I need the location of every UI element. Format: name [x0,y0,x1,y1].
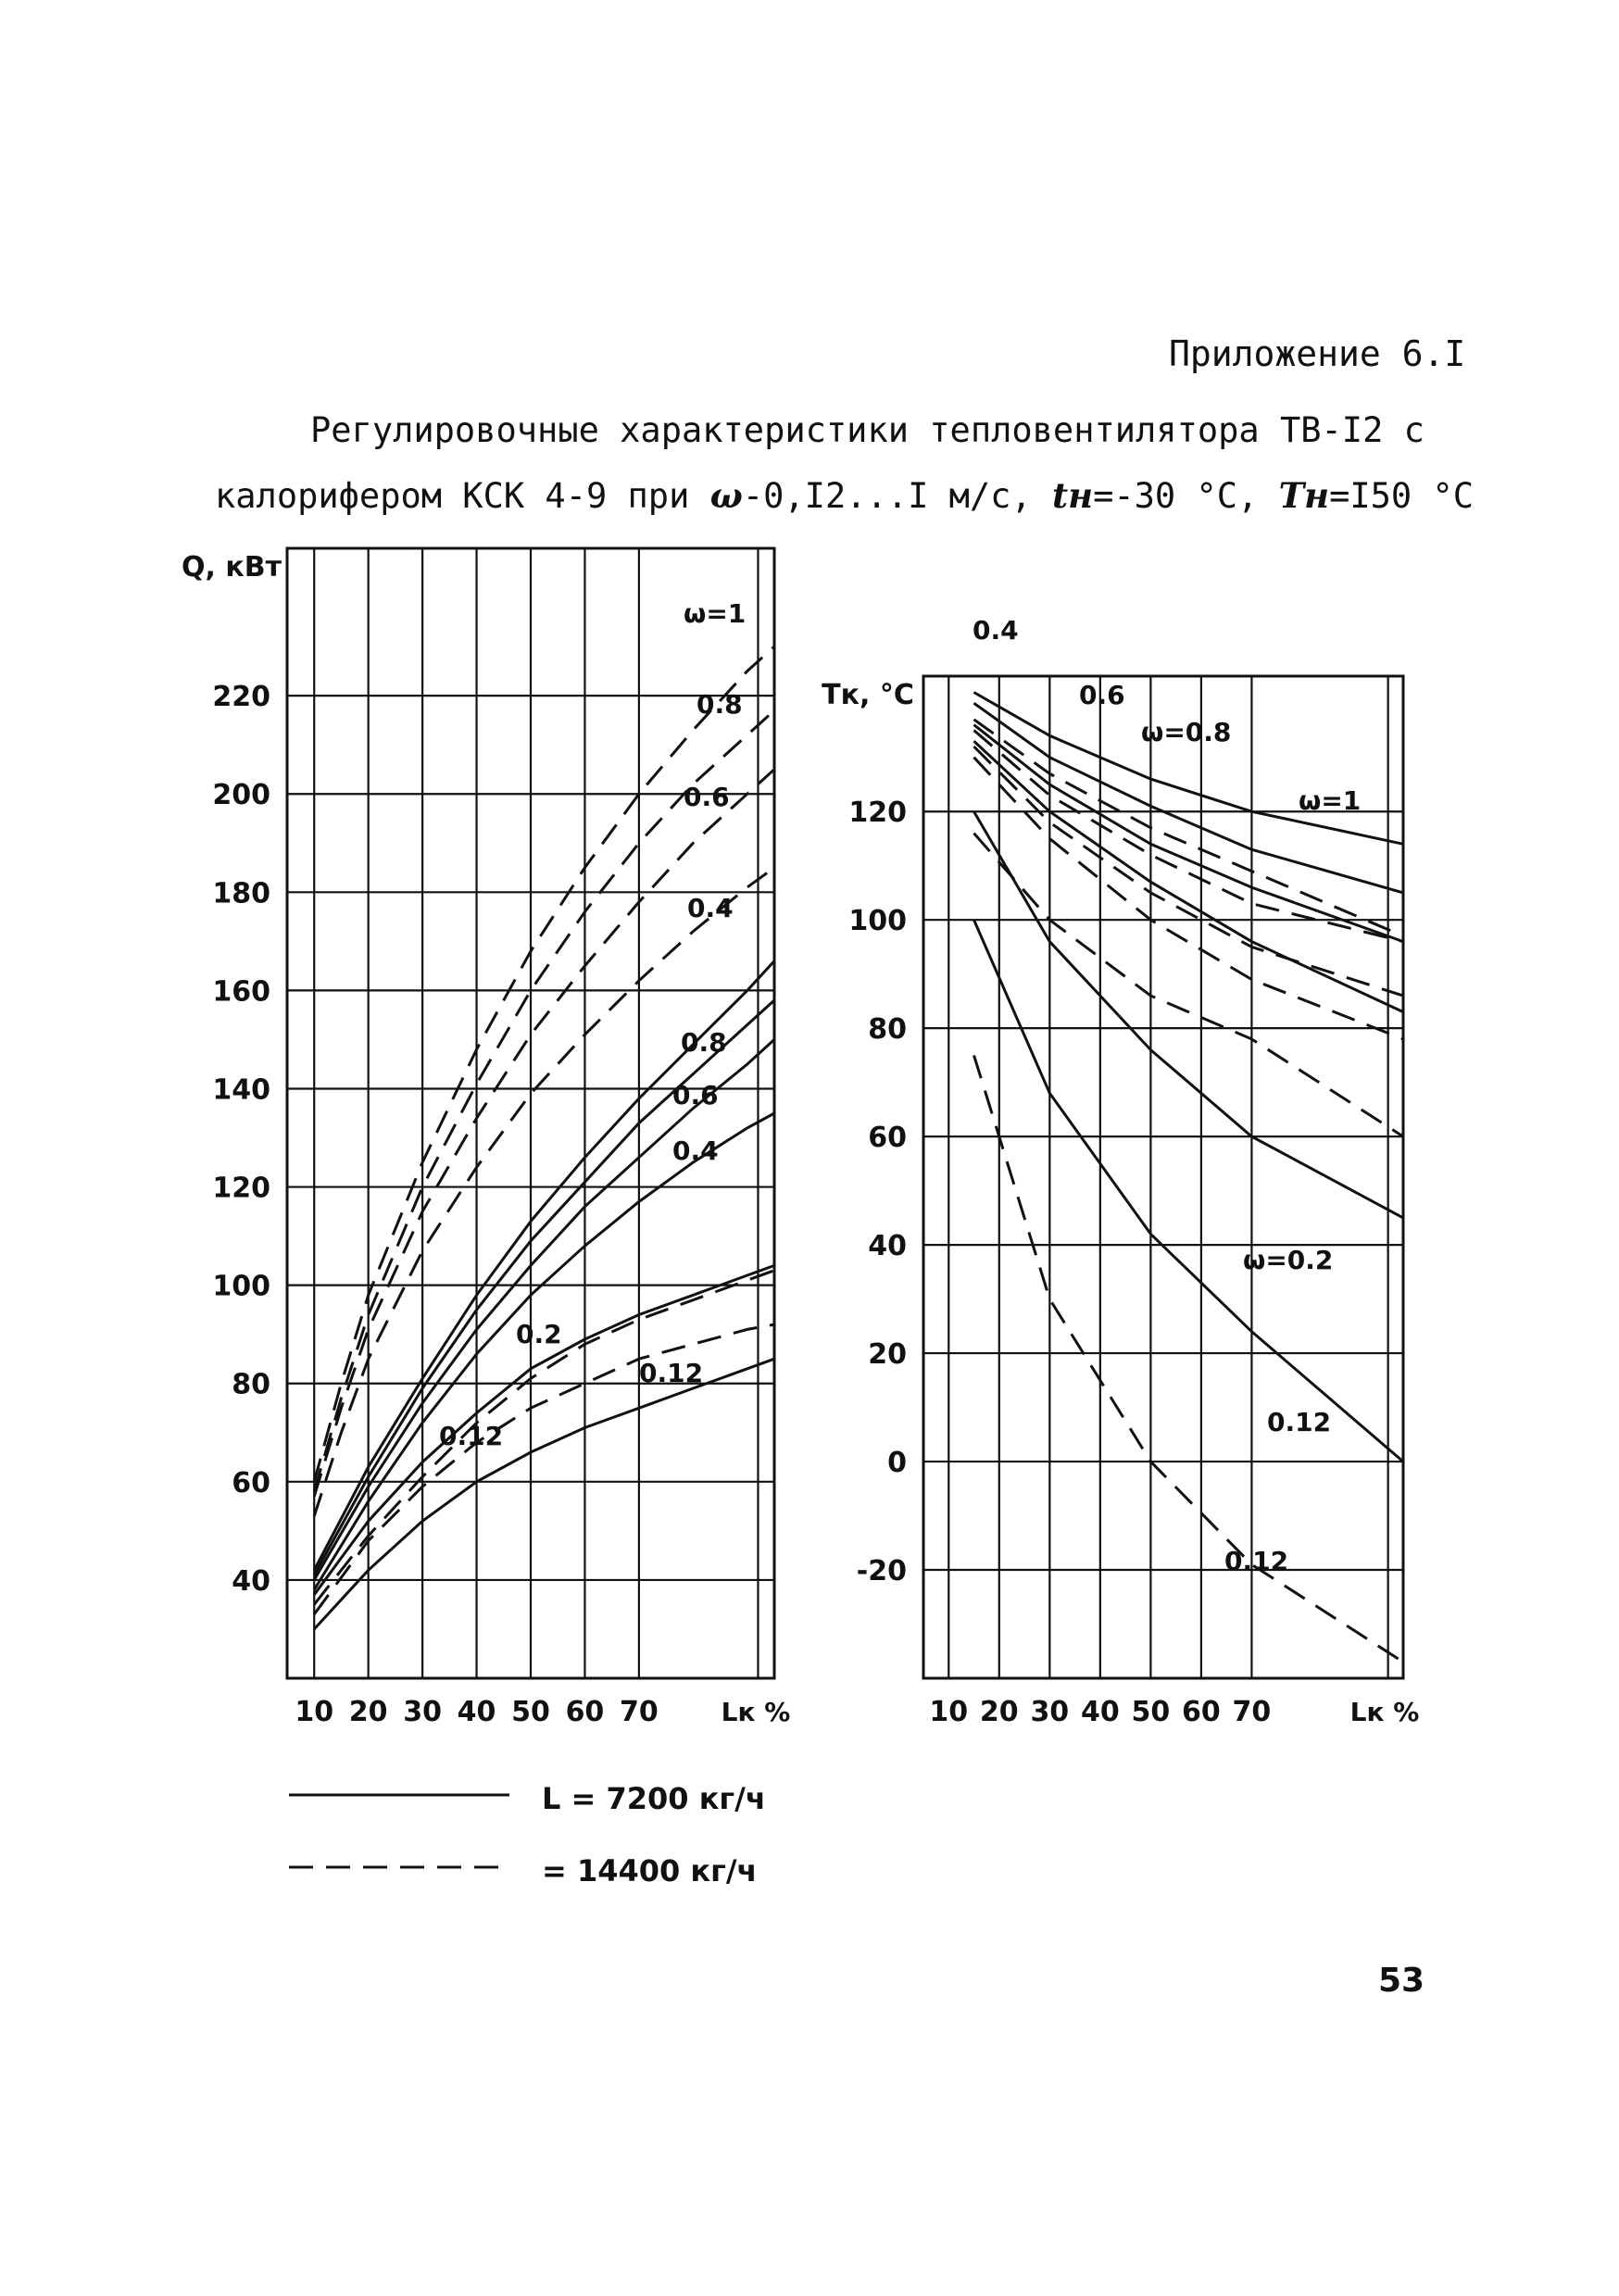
right-y-axis-label: Tк, °С [822,679,914,711]
right-x-axis-label: Lк % [1349,1697,1420,1727]
title-omega: ω [709,475,743,516]
left-series-label: 0.12 [639,1358,704,1388]
left-chart-heat-output [182,548,790,1728]
right-x-tick-label: 30 [1030,1696,1070,1728]
left-series-label: 0.4 [687,893,734,923]
left-y-tick-label: 180 [212,877,270,910]
left-x-tick-label: 70 [620,1696,659,1728]
right-series-label: ω=0.8 [1141,717,1232,747]
right-series-line [974,834,1404,1137]
right-series-label: 0.12 [1267,1407,1332,1437]
left-y-tick-label: 160 [212,975,270,1009]
right-series-label: ω=1 [1299,785,1362,816]
left-series-line [314,1039,774,1580]
title-text-c: =-30 °С, [1093,476,1279,516]
right-plot-frame [923,676,1403,1678]
right-series-line [974,920,1404,1462]
left-series-label: 0.6 [684,782,730,812]
left-series-line [314,1359,774,1629]
right-series-label: 0.6 [1079,680,1125,710]
title-text-d: =I50 °С [1329,476,1475,516]
left-y-tick-label: 120 [212,1172,270,1205]
right-y-tick-label: 0 [887,1447,907,1480]
right-y-tick-label: 120 [848,797,907,830]
left-x-tick-label: 20 [348,1696,388,1728]
right-y-tick-label: 20 [868,1338,907,1372]
left-series-label: 0.6 [672,1080,719,1110]
right-chart-air-temperature [822,615,1419,1728]
right-y-tick-label: 100 [848,905,907,938]
right-y-tick-label: 40 [868,1230,907,1263]
left-y-tick-label: 100 [212,1270,270,1303]
left-y-tick-label: 40 [232,1564,270,1598]
left-x-tick-label: 40 [457,1696,496,1728]
left-series-label: 0.4 [672,1135,719,1166]
left-series-label: 0.8 [681,1027,727,1058]
right-y-tick-label: -20 [856,1555,907,1588]
left-series-label: 0.8 [697,689,743,720]
title-t-outdoor: tн [1052,475,1094,516]
right-x-tick-label: 60 [1182,1696,1221,1728]
left-y-tick-label: 200 [212,779,270,812]
appendix-label: Приложение 6.I [1169,333,1466,374]
right-series-label: 0.12 [1224,1546,1289,1576]
left-series-line [314,1265,774,1594]
right-x-tick-label: 70 [1232,1696,1272,1728]
legend-solid-label: L = 7200 кг/ч [542,1781,766,1816]
left-y-tick-label: 140 [212,1073,270,1107]
left-series-label: 0.2 [516,1319,562,1349]
left-series-line [314,770,774,1497]
title-t-water: Tн [1278,475,1330,516]
left-y-tick-label: 80 [232,1368,270,1401]
left-y-axis-label: Q, кВт [182,551,282,583]
left-y-tick-label: 220 [212,681,270,714]
chart-title-line1: Регулировочные характеристики тепловентилятора ТВ-I2 с [310,410,1424,450]
title-text-a: калорифером КСК 4-9 при [215,476,710,516]
right-y-tick-label: 60 [868,1122,907,1155]
right-x-tick-label: 50 [1131,1696,1171,1728]
right-series-label: 0.4 [973,615,1019,646]
left-series-line [314,868,774,1516]
legend [289,1781,766,1888]
title-text-b: -0,I2...I м/с, [742,476,1052,516]
left-series-line [314,1113,774,1590]
page-number: 53 [1378,1962,1425,2000]
left-series-label: 0.12 [439,1421,504,1451]
left-x-tick-label: 60 [565,1696,605,1728]
legend-dashed-label: = 14400 кг/ч [542,1853,758,1888]
left-x-tick-label: 30 [403,1696,442,1728]
right-series-line [974,741,1404,1011]
right-y-tick-label: 80 [868,1013,907,1047]
left-x-axis-label: Lк % [721,1697,791,1727]
left-series-label: ω=1 [684,598,747,629]
right-x-tick-label: 20 [979,1696,1019,1728]
left-y-tick-label: 60 [232,1466,270,1499]
right-series-line [974,1055,1404,1662]
right-x-tick-label: 40 [1080,1696,1120,1728]
left-x-tick-label: 10 [295,1696,334,1728]
left-x-tick-label: 50 [511,1696,550,1728]
right-x-tick-label: 10 [929,1696,969,1728]
left-series-line [314,1324,774,1614]
right-series-label: ω=0.2 [1243,1245,1334,1275]
